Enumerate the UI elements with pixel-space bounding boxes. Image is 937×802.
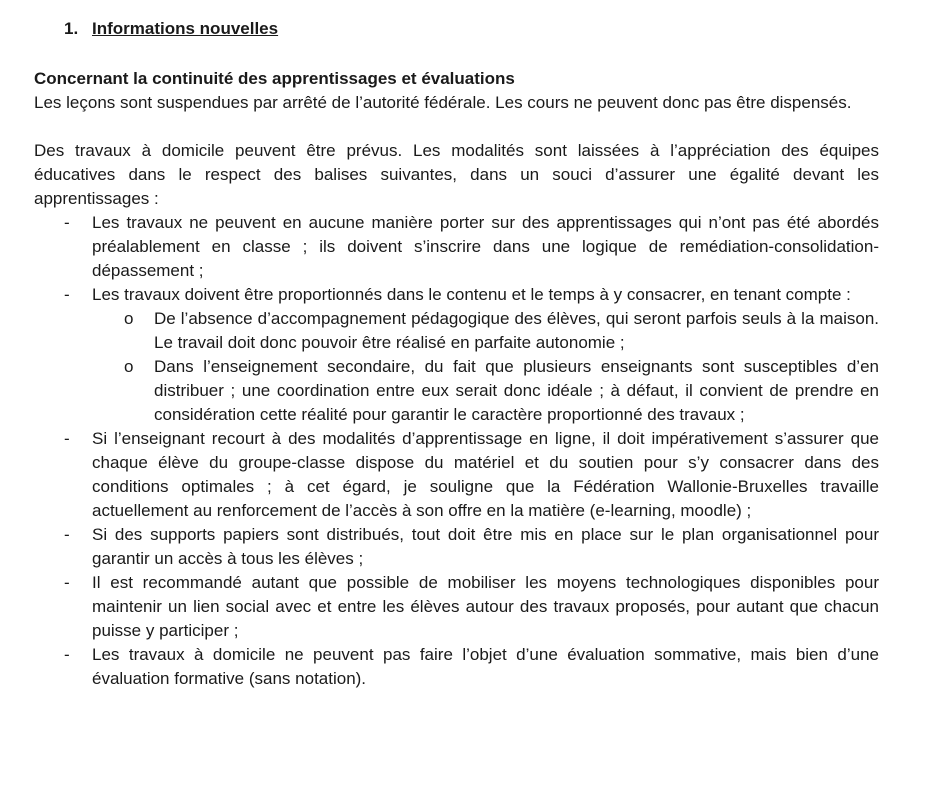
list-item-text: Si des supports papiers sont distribués, tout doit être mis en place sur le plan organisationnel pour garantir un accès à tous les élèves ; [92,525,879,568]
dash-bullet: - [64,213,70,232]
circle-bullet: o [124,357,134,376]
list-item [34,643,879,691]
list-item [34,211,879,283]
heading-title: Informations nouvelles [92,19,279,38]
body-paragraph: Des travaux à domicile peuvent être prévus. Les modalités sont laissées à l’appréciation des équipes éducatives dans le respect des balises suivantes, dans un souci d’assurer une égalité devant les apprentissages : [34,141,879,208]
paragraph-spacer [34,115,879,139]
dash-bullet: - [64,573,70,592]
dash-bullet: - [64,645,70,664]
circle-bullet: o [124,309,134,328]
sub-list [92,307,879,427]
sub-list-item [92,307,879,355]
list-item-text: Il est recommandé autant que possible de mobiliser les moyens technologiques disponibles pour maintenir un lien social avec et entre les élèves autour des travaux proposés, pour autant que chacun puisse y participer ; [92,573,879,640]
dash-bullet: - [64,525,70,544]
list-item-text: Les travaux doivent être proportionnés dans le contenu et le temps à y consacrer, en tenant compte : [92,285,851,304]
list-item-text: Les travaux à domicile ne peuvent pas faire l’objet d’une évaluation sommative, mais bien d’une évaluation formative (sans notation). [92,645,879,688]
sub-list-item-text: Dans l’enseignement secondaire, du fait que plusieurs enseignants sont susceptibles d’en distribuer ; une coordination entre eux serait donc idéale ; à défaut, il convient de prendre en considération cette réalité pour garantir le caractère proportionné des travaux ; [154,357,879,424]
sub-list-item [92,355,879,427]
subsection-title: Concernant la continuité des apprentissages et évaluations [34,69,515,88]
list-item-text: Si l’enseignant recourt à des modalités d’apprentissage en ligne, il doit impérativement s’assurer que chaque élève du groupe-classe dispose du matériel et du soutien pour s’y consacrer dans des conditions optimales ; à cet égard, je souligne que la Fédération Wallonie-Bruxelles travaille actuellement au renforcement de l’accès à son offre en la matière (e-learning, moodle) ; [92,429,879,520]
heading-number: 1. [64,19,79,38]
list-item [34,427,879,523]
list-item [34,523,879,571]
dash-bullet: - [64,429,70,448]
sub-list-item-text: De l’absence d’accompagnement pédagogique des élèves, qui seront parfois seuls à la maison. Le travail doit donc pouvoir être réalisé en parfaite autonomie ; [154,309,879,352]
list-item [34,283,879,427]
section-heading [64,17,879,41]
list-item-text: Les travaux ne peuvent en aucune manière porter sur des apprentissages qui n’ont pas été abordés préalablement en classe ; ils doivent s’inscrire dans une logique de remédiation-consolidation-dépassement ; [92,213,879,280]
intro-paragraph: Les leçons sont suspendues par arrêté de l’autorité fédérale. Les cours ne peuvent donc pas être dispensés. [34,93,852,112]
dash-bullet: - [64,285,70,304]
guidelines-list [34,211,879,691]
list-item [34,571,879,643]
